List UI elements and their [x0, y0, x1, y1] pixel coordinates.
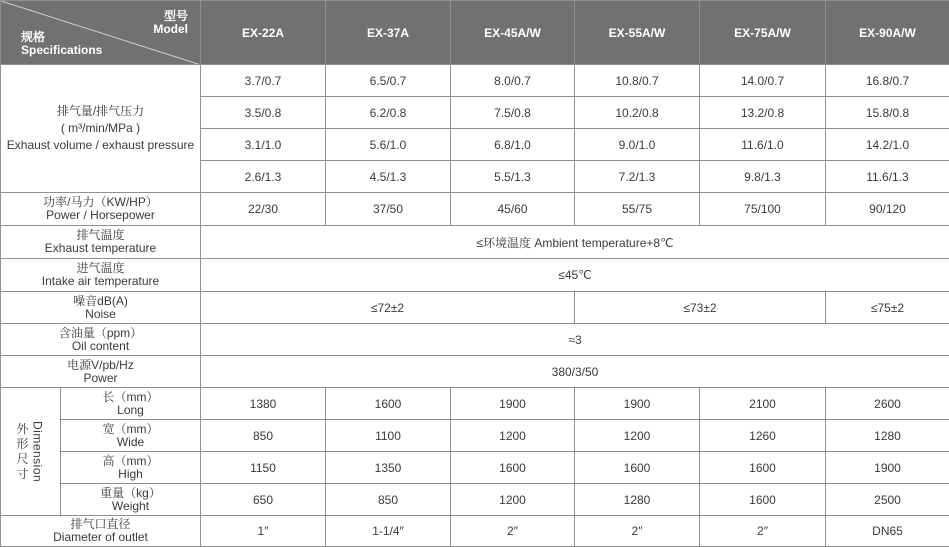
exhaust-temp-label [1, 226, 201, 259]
noise-value: ≤73±2 [575, 292, 826, 324]
table-cell: 6.5/0.7 [326, 65, 451, 97]
table-cell: 3.1/1.0 [201, 129, 326, 161]
table-cell: DN65 [826, 516, 949, 547]
table-cell: 5.5/1.3 [451, 161, 575, 193]
power-supply-row [1, 356, 949, 388]
dimension-label-en: Dimension [30, 420, 45, 483]
intake-temp-value: ≤45℃ [201, 259, 949, 292]
dimension-group-label [1, 388, 61, 516]
weight-label-en: Weight [111, 498, 150, 513]
exhaust-temp-value: ≤环境温度 Ambient temperature+8℃ [201, 226, 949, 259]
dimension-char: 尺 [16, 451, 29, 466]
noise-label-en: Noise [85, 306, 116, 321]
table-cell: 1″ [201, 516, 326, 547]
exhaust-row [1, 65, 949, 97]
oil-row [1, 324, 949, 356]
table-cell: 16.8/0.7 [826, 65, 949, 97]
table-cell: 1600 [700, 484, 826, 516]
table-cell: 1280 [826, 420, 949, 452]
table-cell: 3.5/0.8 [201, 97, 326, 129]
table-cell: 3.7/0.7 [201, 65, 326, 97]
power-supply-value: 380/3/50 [201, 356, 949, 388]
intake-temp-row [1, 259, 949, 292]
model-header: EX-90A/W [826, 1, 949, 65]
table-cell: 1280 [575, 484, 700, 516]
model-header: EX-75A/W [700, 1, 826, 65]
outlet-label-en: Diameter of outlet [53, 530, 148, 544]
weight-label [61, 484, 201, 516]
dimension-char: 形 [16, 436, 29, 451]
oil-label-en: Oil content [71, 338, 130, 353]
dimension-char: 外 [16, 421, 29, 436]
model-header: EX-37A [326, 1, 451, 65]
table-cell: 55/75 [575, 193, 700, 226]
high-label-zh: 高（mm） [102, 453, 159, 468]
exhaust-temp-label-en: Exhaust temperature [44, 241, 157, 255]
wide-label [61, 420, 201, 452]
table-cell: 2″ [700, 516, 826, 547]
table-cell: 1200 [451, 484, 575, 516]
table-cell: 13.2/0.8 [700, 97, 826, 129]
noise-label-zh: 噪音dB(A) [73, 293, 128, 308]
long-label-zh: 长（mm） [102, 389, 159, 404]
wide-label-zh: 宽（mm） [102, 421, 159, 436]
intake-temp-label-en: Intake air temperature [41, 274, 160, 288]
table-cell: 1150 [201, 452, 326, 484]
high-label [61, 452, 201, 484]
noise-label [1, 292, 201, 324]
table-cell: 8.0/0.7 [451, 65, 575, 97]
table-cell: 1260 [700, 420, 826, 452]
spec-label-zh: 规格 [21, 30, 46, 44]
outlet-label-zh: 排气口直径 [70, 517, 131, 531]
table-cell: 2″ [575, 516, 700, 547]
table-cell: 1100 [326, 420, 451, 452]
table-cell: 1900 [451, 388, 575, 420]
table-cell: 37/50 [326, 193, 451, 226]
power-label-en: Power / Horsepower [46, 208, 155, 222]
table-cell: 14.0/0.7 [700, 65, 826, 97]
table-cell: 650 [201, 484, 326, 516]
table-cell: 7.2/1.3 [575, 161, 700, 193]
table-cell: 1900 [826, 452, 949, 484]
table-cell: 1200 [575, 420, 700, 452]
oil-label-zh: 含油量（ppm） [58, 325, 143, 340]
table-cell: 1600 [575, 452, 700, 484]
table-cell: 1200 [451, 420, 575, 452]
header-row [1, 1, 949, 65]
table-cell: 45/60 [451, 193, 575, 226]
noise-row [1, 292, 949, 324]
table-cell: 1600 [451, 452, 575, 484]
model-header: EX-45A/W [451, 1, 575, 65]
oil-value: ≈3 [201, 324, 949, 356]
high-label-en: High [118, 466, 143, 481]
table-cell: 850 [201, 420, 326, 452]
table-cell: 10.8/0.7 [575, 65, 700, 97]
table-cell: 4.5/1.3 [326, 161, 451, 193]
weight-label-zh: 重量（kg） [100, 485, 161, 500]
table-cell: 850 [326, 484, 451, 516]
table-cell: 10.2/0.8 [575, 97, 700, 129]
oil-label [1, 324, 201, 356]
table-cell: 5.6/1.0 [326, 129, 451, 161]
table-cell: 1380 [201, 388, 326, 420]
dimension-char: 寸 [16, 466, 29, 481]
table-cell: 14.2/1.0 [826, 129, 949, 161]
dim-long-row [1, 388, 949, 420]
table-cell: 1600 [326, 388, 451, 420]
exhaust-label [1, 65, 201, 193]
power-label [1, 193, 201, 226]
intake-temp-label-zh: 进气温度 [76, 261, 125, 275]
model-label-zh: 型号 [163, 9, 188, 23]
table-cell: 11.6/1.0 [700, 129, 826, 161]
exhaust-label-en: Exhaust volume / exhaust pressure [6, 138, 195, 152]
exhaust-temp-label-zh: 排气温度 [76, 228, 125, 242]
wide-label-en: Wide [116, 434, 145, 449]
table-cell: 2500 [826, 484, 949, 516]
table-cell: 6.2/0.8 [326, 97, 451, 129]
power-supply-label-zh: 电源V/pb/Hz [67, 357, 134, 372]
table-cell: 1-1/4″ [326, 516, 451, 547]
power-supply-label [1, 356, 201, 388]
table-cell: 1600 [700, 452, 826, 484]
table-cell: 22/30 [201, 193, 326, 226]
table-cell: 1350 [326, 452, 451, 484]
long-label [61, 388, 201, 420]
exhaust-label-unit: ( m³/min/MPa ) [60, 121, 141, 135]
model-label-en: Model [153, 22, 188, 36]
table-cell: 2.6/1.3 [201, 161, 326, 193]
power-row [1, 193, 949, 226]
table-cell: 9.8/1.3 [700, 161, 826, 193]
dim-weight-row [1, 484, 949, 516]
table-cell: 2600 [826, 388, 949, 420]
spec-label-en: Specifications [21, 43, 103, 57]
table-cell: 1900 [575, 388, 700, 420]
intake-temp-label [1, 259, 201, 292]
table-cell: 2100 [700, 388, 826, 420]
power-supply-label-en: Power [83, 370, 118, 385]
table-cell: 6.8/1.0 [451, 129, 575, 161]
noise-value: ≤72±2 [201, 292, 575, 324]
long-label-en: Long [117, 402, 144, 417]
table-cell: 15.8/0.8 [826, 97, 949, 129]
power-label-zh: 功率/马力（KW/HP） [43, 195, 158, 209]
outlet-label [1, 516, 201, 547]
model-header: EX-55A/W [575, 1, 700, 65]
table-cell: 7.5/0.8 [451, 97, 575, 129]
table-cell: 90/120 [826, 193, 949, 226]
exhaust-temp-row [1, 226, 949, 259]
table-cell: 75/100 [700, 193, 826, 226]
exhaust-label-zh: 排气量/排气压力 [56, 104, 145, 118]
dim-wide-row [1, 420, 949, 452]
header-corner [1, 1, 201, 65]
dim-high-row [1, 452, 949, 484]
table-cell: 2″ [451, 516, 575, 547]
noise-value: ≤75±2 [826, 292, 949, 324]
table-cell: 9.0/1.0 [575, 129, 700, 161]
table-cell: 11.6/1.3 [826, 161, 949, 193]
outlet-row [1, 516, 949, 547]
model-header: EX-22A [201, 1, 326, 65]
